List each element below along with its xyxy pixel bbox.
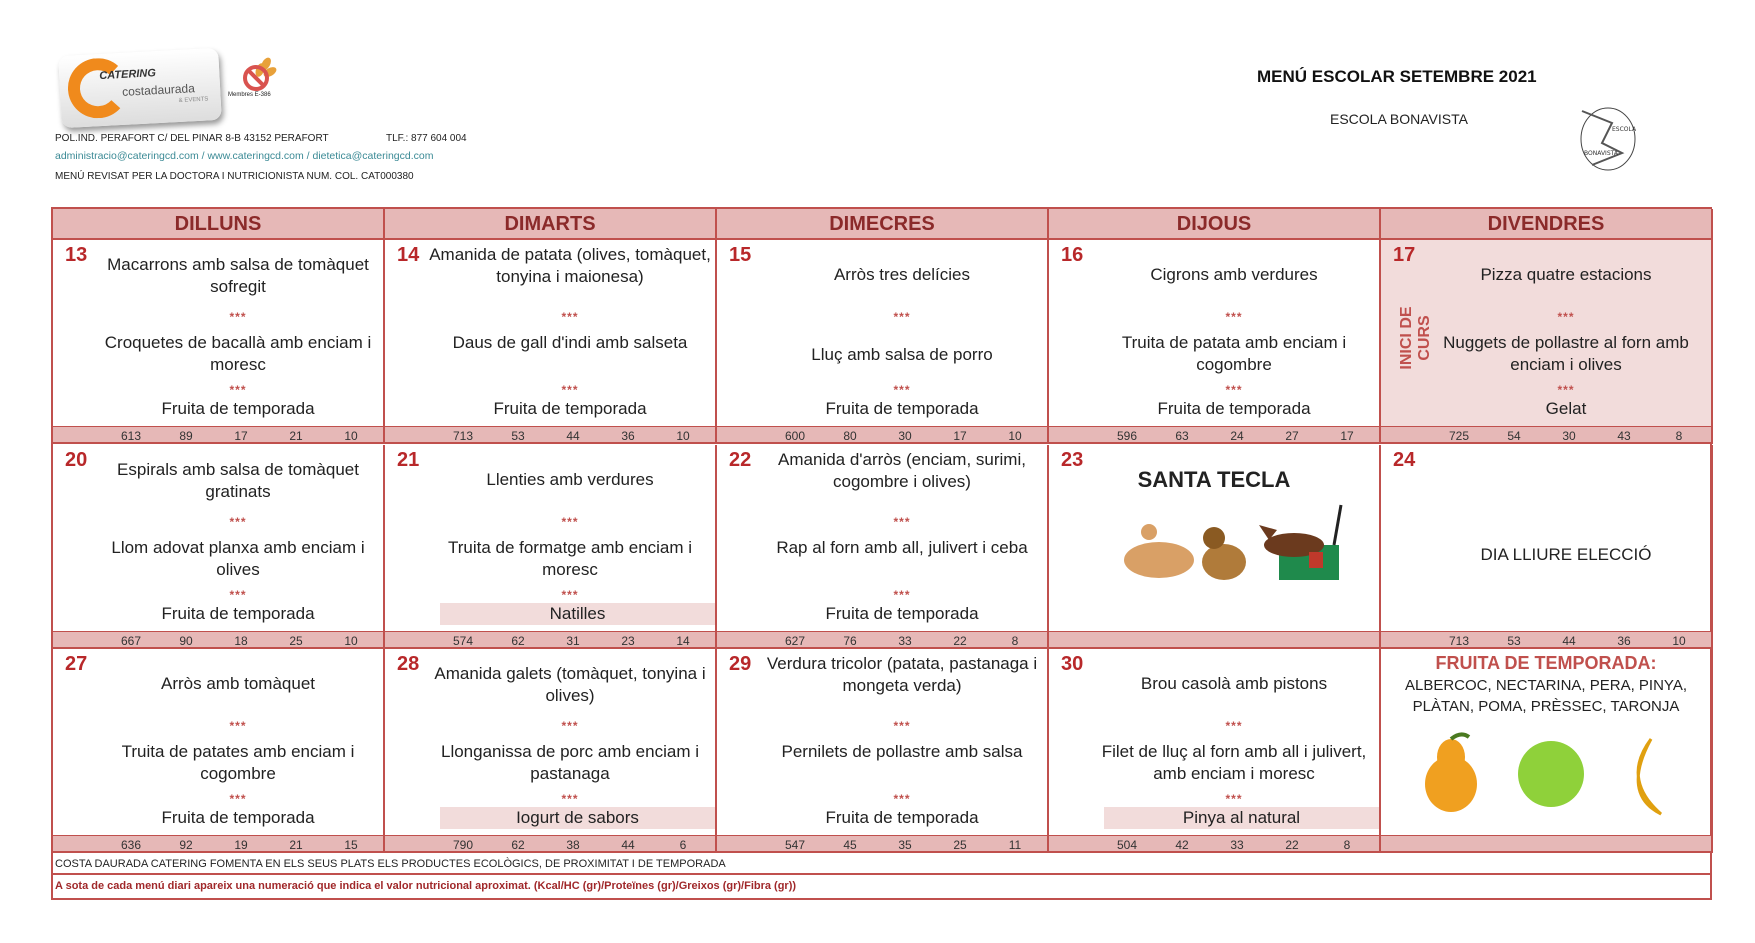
- second-course: Pernilets de pollastre amb salsa: [781, 742, 1023, 761]
- nutrition-bar: [1381, 835, 1713, 853]
- nutrition-value: 30: [898, 429, 912, 443]
- day-cell: [53, 649, 385, 835]
- nutrition-value: 17: [953, 429, 967, 443]
- dessert: Fruita de temporada: [493, 399, 647, 418]
- day-header-dijous: DIJOUS: [1049, 209, 1381, 240]
- nutrition-value: 6: [679, 838, 687, 852]
- revised-note: MENÚ REVISAT PER LA DOCTORA I NUTRICIONISTA NUM. COL. CAT000380: [55, 171, 414, 182]
- nutrition-bar: [1381, 631, 1713, 649]
- nutrition-bar: [1049, 426, 1381, 444]
- nutrition-value: 42: [1175, 838, 1189, 852]
- separator-stars: ***: [229, 383, 247, 397]
- nutrition-value: 574: [452, 634, 474, 648]
- day-cell: [1381, 240, 1713, 426]
- gluten-free-icon: [240, 54, 280, 94]
- nutrition-bar: [1049, 835, 1381, 853]
- day-date: 28: [397, 653, 420, 675]
- day-cell: [717, 445, 1049, 631]
- separator-stars: ***: [1225, 383, 1243, 397]
- day-date: 15: [729, 244, 752, 266]
- logo-text-catering: CATERING: [99, 67, 157, 83]
- nutrition-bar: [385, 835, 717, 853]
- day-cell: [1049, 240, 1381, 426]
- address: POL.IND. PERAFORT C/ DEL PINAR 8-B 43152 PERAFORT: [55, 133, 329, 144]
- free-choice-label: DIA LLIURE ELECCIÓ: [1480, 545, 1652, 564]
- first-course: Verdura tricolor (patata, pastanaga i mongeta verda): [766, 654, 1038, 695]
- dessert: Fruita de temporada: [161, 399, 315, 418]
- second-course: Llonganissa de porc amb enciam i pastanaga: [441, 742, 699, 783]
- day-cell: [53, 240, 385, 426]
- phone: TLF.: 877 604 004: [386, 133, 467, 144]
- nutrition-value: 63: [1175, 429, 1189, 443]
- first-course: Pizza quatre estacions: [1480, 265, 1652, 284]
- day-header-divendres: DIVENDRES: [1381, 209, 1713, 240]
- day-header-dilluns: DILLUNS: [53, 209, 385, 240]
- svg-text:BONAVISTA: BONAVISTA: [1584, 150, 1618, 157]
- nutrition-bar: [53, 631, 385, 649]
- nutrition-value: 36: [621, 429, 635, 443]
- day-date: 30: [1061, 653, 1084, 675]
- first-course: Arròs tres delícies: [833, 265, 971, 284]
- nutrition-value: 613: [120, 429, 142, 443]
- second-course: Rap al forn amb all, julivert i ceba: [776, 538, 1028, 557]
- menu-table: [51, 207, 1712, 900]
- page-title: MENÚ ESCOLAR SETEMBRE 2021: [1257, 67, 1537, 86]
- day-cell: [385, 240, 717, 426]
- separator-stars: ***: [229, 588, 247, 602]
- nutrition-value: 31: [566, 634, 580, 648]
- nutrition-value: 10: [344, 429, 358, 443]
- footer-ecological-note: COSTA DAURADA CATERING FOMENTA EN ELS SEUS PLATS ELS PRODUCTES ECOLÒGICS, DE PROXIMITAT I DE TEMPORADA: [53, 854, 1710, 875]
- day-date: 17: [1393, 244, 1416, 266]
- nutrition-value: 8: [1343, 838, 1351, 852]
- inici-de-curs-label: INICI DE CURS: [1398, 306, 1433, 370]
- separator-stars: ***: [229, 310, 247, 324]
- nutrition-bar: [385, 631, 717, 649]
- fruit-list: ALBERCOC, NECTARINA, PERA, PINYA, PLÀTAN, POMA, PRÈSSEC, TARONJA: [1404, 677, 1687, 715]
- nutrition-value: 89: [179, 429, 193, 443]
- nutrition-value: 725: [1448, 429, 1470, 443]
- separator-stars: ***: [561, 792, 579, 806]
- nutrition-value: 21: [289, 838, 303, 852]
- day-cell: [1049, 445, 1381, 631]
- nutrition-bar: [1049, 631, 1381, 649]
- first-course: Amanida galets (tomàquet, tonyina i olives): [434, 664, 706, 705]
- first-course: Cigrons amb verdures: [1150, 265, 1318, 284]
- nutrition-value: 14: [676, 634, 690, 648]
- nutrition-value: 790: [452, 838, 474, 852]
- dessert: Gelat: [1545, 399, 1587, 418]
- first-course: Espirals amb salsa de tomàquet gratinats: [117, 460, 359, 501]
- nutrition-value: 600: [784, 429, 806, 443]
- day-cell: [717, 240, 1049, 426]
- second-course: Filet de lluç al forn amb all i julivert, amb enciam i moresc: [1101, 742, 1367, 783]
- separator-stars: ***: [561, 383, 579, 397]
- day-date: 13: [65, 244, 88, 266]
- nutrition-value: 27: [1285, 429, 1299, 443]
- nutrition-value: 713: [452, 429, 474, 443]
- separator-stars: ***: [893, 310, 911, 324]
- second-course: Truita de patates amb enciam i cogombre: [121, 742, 355, 783]
- separator-stars: ***: [561, 588, 579, 602]
- nutrition-value: 30: [1562, 429, 1576, 443]
- nutrition-value: 62: [511, 634, 525, 648]
- day-date: 22: [729, 449, 752, 471]
- day-cell: [717, 649, 1049, 835]
- dessert: Fruita de temporada: [825, 399, 979, 418]
- nutrition-value: 21: [289, 429, 303, 443]
- dessert: Fruita de temporada: [825, 808, 979, 827]
- separator-stars: ***: [561, 310, 579, 324]
- day-cell: [1381, 445, 1713, 631]
- day-cell: [385, 445, 717, 631]
- separator-stars: ***: [1225, 310, 1243, 324]
- nutrition-value: 90: [179, 634, 193, 648]
- nutrition-value: 45: [843, 838, 857, 852]
- nutrition-value: 25: [289, 634, 303, 648]
- nutrition-value: 547: [784, 838, 806, 852]
- first-course: Amanida de patata (olives, tomàquet, tonyina i maionesa): [429, 245, 711, 286]
- nutrition-value: 33: [898, 634, 912, 648]
- nutrition-value: 44: [621, 838, 635, 852]
- dessert: Natilles: [440, 603, 715, 625]
- nutrition-value: 10: [1008, 429, 1022, 443]
- separator-stars: ***: [561, 515, 579, 529]
- nutrition-value: 19: [234, 838, 248, 852]
- first-course: Llenties amb verdures: [486, 470, 654, 489]
- separator-stars: ***: [229, 515, 247, 529]
- logo-text-events: & EVENTS: [178, 96, 209, 104]
- dessert: Pinya al natural: [1104, 807, 1379, 829]
- first-course: Arròs amb tomàquet: [160, 674, 315, 693]
- nutrition-value: 36: [1617, 634, 1631, 648]
- nutrition-value: 53: [511, 429, 525, 443]
- day-cell: [385, 649, 717, 835]
- school-name: ESCOLA BONAVISTA: [1330, 111, 1468, 127]
- fruit-illustration: [1396, 729, 1696, 819]
- santa-tecla-giants-illustration: [1119, 500, 1359, 610]
- footer-nutrition-note: A sota de cada menú diari apareix una numeració que indica el valor nutricional aproximat. (Kcal/HC (gr)/Proteïnes (gr)/Greixos (gr)/Fibra (gr)): [55, 880, 797, 892]
- nutrition-value: 44: [1562, 634, 1576, 648]
- logo-text-brand: costadaurada: [121, 81, 196, 99]
- dessert: Fruita de temporada: [161, 604, 315, 623]
- nutrition-value: 15: [344, 838, 358, 852]
- nutrition-bar: [717, 835, 1049, 853]
- day-cell: [53, 445, 385, 631]
- first-course: Amanida d'arròs (enciam, surimi, cogombre i olives): [778, 450, 1026, 491]
- second-course: Croquetes de bacallà amb enciam i moresc: [104, 333, 372, 374]
- nutrition-value: 8: [1675, 429, 1683, 443]
- nutrition-value: 667: [120, 634, 142, 648]
- nutrition-value: 17: [234, 429, 248, 443]
- day-header-dimecres: DIMECRES: [717, 209, 1049, 240]
- nutrition-value: 11: [1008, 838, 1022, 852]
- second-course: Lluç amb salsa de porro: [811, 345, 993, 364]
- day-cell: [1381, 649, 1713, 835]
- day-header-dimarts: DIMARTS: [385, 209, 717, 240]
- nutrition-value: 627: [784, 634, 806, 648]
- nutrition-value: 636: [120, 838, 142, 852]
- dessert: Fruita de temporada: [161, 808, 315, 827]
- separator-stars: ***: [561, 719, 579, 733]
- nutrition-value: 10: [344, 634, 358, 648]
- nutrition-bar: [717, 631, 1049, 649]
- nutrition-value: 76: [843, 634, 857, 648]
- day-date: 20: [65, 449, 88, 471]
- separator-stars: ***: [893, 792, 911, 806]
- nutrition-value: 92: [179, 838, 193, 852]
- day-cell: [1049, 649, 1381, 835]
- first-course: Macarrons amb salsa de tomàquet sofregit: [107, 255, 369, 296]
- nutrition-value: 596: [1116, 429, 1138, 443]
- svg-text:ESCOLA: ESCOLA: [1612, 126, 1637, 133]
- nutrition-bar: [1381, 426, 1713, 444]
- day-date: 23: [1061, 449, 1084, 471]
- nutrition-value: 38: [566, 838, 580, 852]
- separator-stars: ***: [893, 588, 911, 602]
- second-course: Daus de gall d'indi amb salseta: [452, 333, 688, 352]
- nutrition-bar: [717, 426, 1049, 444]
- nutrition-value: 44: [566, 429, 580, 443]
- nutrition-value: 24: [1230, 429, 1244, 443]
- nutrition-value: 54: [1507, 429, 1521, 443]
- nutrition-value: 17: [1340, 429, 1354, 443]
- nutrition-value: 10: [676, 429, 690, 443]
- day-date: 27: [65, 653, 88, 675]
- separator-stars: ***: [893, 383, 911, 397]
- nutrition-value: 80: [843, 429, 857, 443]
- day-date: 16: [1061, 244, 1084, 266]
- nutrition-bar: [53, 426, 385, 444]
- second-course: Nuggets de pollastre al forn amb enciam i olives: [1443, 333, 1689, 374]
- day-date: 24: [1393, 449, 1416, 471]
- separator-stars: ***: [1225, 719, 1243, 733]
- nutrition-bar: [53, 835, 385, 853]
- nutrition-value: 62: [511, 838, 525, 852]
- nutrition-value: 33: [1230, 838, 1244, 852]
- separator-stars: ***: [1225, 792, 1243, 806]
- day-date: 21: [397, 449, 420, 471]
- second-course: Truita de patata amb enciam i cogombre: [1121, 333, 1347, 374]
- membres-label: Membres E-386: [228, 92, 271, 98]
- nutrition-value: 53: [1507, 634, 1521, 648]
- separator-stars: ***: [893, 515, 911, 529]
- nutrition-value: 35: [898, 838, 912, 852]
- first-course: Brou casolà amb pistons: [1140, 674, 1328, 693]
- fruit-title: FRUITA DE TEMPORADA:: [1435, 653, 1657, 673]
- separator-stars: ***: [893, 719, 911, 733]
- dessert: Fruita de temporada: [825, 604, 979, 623]
- day-date: 29: [729, 653, 752, 675]
- holiday-title: SANTA TECLA: [1137, 467, 1291, 492]
- nutrition-value: 43: [1617, 429, 1631, 443]
- nutrition-bar: [385, 426, 717, 444]
- separator-stars: ***: [1557, 383, 1575, 397]
- separator-stars: ***: [1557, 310, 1575, 324]
- nutrition-value: 23: [621, 634, 635, 648]
- nutrition-value: 22: [953, 634, 967, 648]
- nutrition-value: 8: [1011, 634, 1019, 648]
- day-date: 14: [397, 244, 420, 266]
- nutrition-value: 713: [1448, 634, 1470, 648]
- nutrition-value: 504: [1116, 838, 1138, 852]
- dessert: Iogurt de sabors: [440, 807, 715, 829]
- nutrition-value: 22: [1285, 838, 1299, 852]
- catering-logo: [58, 48, 222, 128]
- nutrition-value: 25: [953, 838, 967, 852]
- separator-stars: ***: [229, 719, 247, 733]
- contact-links[interactable]: administracio@cateringcd.com / www.cateringcd.com / dietetica@cateringcd.com: [55, 150, 434, 162]
- second-course: Llom adovat planxa amb enciam i olives: [111, 538, 365, 579]
- separator-stars: ***: [229, 792, 247, 806]
- nutrition-value: 18: [234, 634, 248, 648]
- second-course: Truita de formatge amb enciam i moresc: [447, 538, 693, 579]
- dessert: Fruita de temporada: [1157, 399, 1311, 418]
- school-seal-icon: [1572, 103, 1642, 173]
- nutrition-value: 10: [1672, 634, 1686, 648]
